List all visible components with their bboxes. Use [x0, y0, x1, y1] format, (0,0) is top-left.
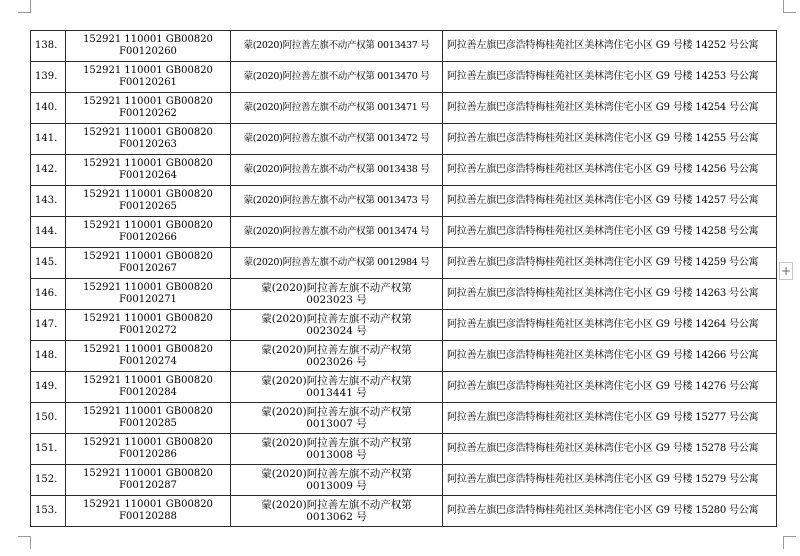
unit-code-line1: 152921 110001 GB00820	[83, 406, 213, 417]
row-number: 141.	[31, 124, 66, 155]
certificate-number-cell	[231, 62, 443, 93]
certificate-number-line1: 蒙(2020)阿拉善左旗不动产权第	[261, 344, 412, 356]
expand-plus-icon[interactable]: +	[780, 264, 792, 278]
certificate-number: 蒙(2020)阿拉善左旗不动产权第 0013437 号	[243, 40, 430, 51]
row-number: 148.	[31, 341, 66, 372]
certificate-number-line2: 0023023 号	[306, 294, 367, 306]
unit-code-line2: F00120288	[119, 511, 177, 522]
certificate-number-cell	[231, 217, 443, 248]
unit-code-cell	[66, 124, 231, 155]
unit-code-line1: 152921 110001 GB00820	[83, 34, 213, 45]
unit-code-line2: F00120261	[119, 77, 177, 88]
page-corner-mark-top-left	[18, 0, 31, 13]
certificate-number-cell	[231, 248, 443, 279]
page-corner-mark-bottom-right	[783, 536, 796, 549]
table-row	[31, 62, 777, 93]
unit-code-line2: F00120274	[119, 356, 177, 367]
unit-code-line1: 152921 110001 GB00820	[83, 96, 213, 107]
property-address-cell: 阿拉善左旗巴彦浩特梅桂苑社区美林湾住宅小区 G9 号楼 14256 号公寓	[443, 155, 777, 186]
unit-code-line1: 152921 110001 GB00820	[83, 375, 213, 386]
table-row	[31, 248, 777, 279]
unit-code-line2: F00120260	[119, 46, 177, 57]
row-number: 147.	[31, 310, 66, 341]
unit-code-line2: F00120272	[119, 325, 177, 336]
unit-code-line2: F00120271	[119, 294, 177, 305]
unit-code-cell	[66, 186, 231, 217]
unit-code-line1: 152921 110001 GB00820	[83, 313, 213, 324]
unit-code-line2: F00120262	[119, 108, 177, 119]
certificate-number-line1: 蒙(2020)阿拉善左旗不动产权第	[261, 313, 412, 325]
certificate-number-line2: 0013007 号	[306, 418, 367, 430]
page-corner-mark-top-right	[783, 0, 796, 13]
property-address-cell: 阿拉善左旗巴彦浩特梅桂苑社区美林湾住宅小区 G9 号楼 14264 号公寓	[443, 310, 777, 341]
certificate-number: 蒙(2020)阿拉善左旗不动产权第 0013471 号	[243, 102, 430, 113]
certificate-number-line1: 蒙(2020)阿拉善左旗不动产权第	[261, 406, 412, 418]
unit-code-line2: F00120264	[119, 170, 177, 181]
certificate-number-cell	[231, 186, 443, 217]
certificate-number: 蒙(2020)阿拉善左旗不动产权第 0013472 号	[243, 133, 430, 144]
certificate-number: 蒙(2020)阿拉善左旗不动产权第 0013470 号	[243, 71, 430, 82]
table-row	[31, 496, 777, 527]
row-number: 152.	[31, 465, 66, 496]
row-number: 140.	[31, 93, 66, 124]
property-address-cell: 阿拉善左旗巴彦浩特梅桂苑社区美林湾住宅小区 G9 号楼 14252 号公寓	[443, 31, 777, 62]
unit-code-line1: 152921 110001 GB00820	[83, 437, 213, 448]
table-body	[31, 31, 777, 527]
table-row	[31, 186, 777, 217]
unit-code-cell	[66, 403, 231, 434]
unit-code-line2: F00120287	[119, 480, 177, 491]
unit-code-cell	[66, 62, 231, 93]
table-row	[31, 124, 777, 155]
certificate-number-cell	[231, 403, 443, 434]
property-address-cell: 阿拉善左旗巴彦浩特梅桂苑社区美林湾住宅小区 G9 号楼 14255 号公寓	[443, 124, 777, 155]
row-number: 139.	[31, 62, 66, 93]
table-row	[31, 279, 777, 310]
property-address-cell: 阿拉善左旗巴彦浩特梅桂苑社区美林湾住宅小区 G9 号楼 15280 号公寓	[443, 496, 777, 527]
unit-code-line1: 152921 110001 GB00820	[83, 158, 213, 169]
unit-code-line1: 152921 110001 GB00820	[83, 220, 213, 231]
certificate-number-line2: 0013009 号	[306, 480, 367, 492]
property-address-cell: 阿拉善左旗巴彦浩特梅桂苑社区美林湾住宅小区 G9 号楼 15279 号公寓	[443, 465, 777, 496]
property-registration-table	[30, 30, 777, 527]
certificate-number-line1: 蒙(2020)阿拉善左旗不动产权第	[261, 468, 412, 480]
unit-code-line2: F00120284	[119, 387, 177, 398]
unit-code-cell	[66, 465, 231, 496]
row-number: 150.	[31, 403, 66, 434]
unit-code-cell	[66, 155, 231, 186]
table-row	[31, 217, 777, 248]
unit-code-line2: F00120286	[119, 449, 177, 460]
certificate-number-line1: 蒙(2020)阿拉善左旗不动产权第	[261, 282, 412, 294]
unit-code-line2: F00120263	[119, 139, 177, 150]
table-row	[31, 155, 777, 186]
certificate-number-line2: 0013062 号	[306, 511, 367, 523]
certificate-number-cell	[231, 496, 443, 527]
unit-code-line1: 152921 110001 GB00820	[83, 282, 213, 293]
unit-code-cell	[66, 341, 231, 372]
certificate-number-line2: 0013008 号	[306, 449, 367, 461]
certificate-number-line2: 0023026 号	[306, 356, 367, 368]
row-number: 145.	[31, 248, 66, 279]
row-number: 143.	[31, 186, 66, 217]
unit-code-line1: 152921 110001 GB00820	[83, 344, 213, 355]
certificate-number: 蒙(2020)阿拉善左旗不动产权第 0013438 号	[243, 164, 430, 175]
certificate-number-cell	[231, 434, 443, 465]
property-address-cell: 阿拉善左旗巴彦浩特梅桂苑社区美林湾住宅小区 G9 号楼 15278 号公寓	[443, 434, 777, 465]
certificate-number-cell	[231, 124, 443, 155]
certificate-number-cell	[231, 341, 443, 372]
unit-code-cell	[66, 310, 231, 341]
unit-code-cell	[66, 217, 231, 248]
row-number: 149.	[31, 372, 66, 403]
unit-code-line1: 152921 110001 GB00820	[83, 468, 213, 479]
certificate-number-cell	[231, 310, 443, 341]
certificate-number-cell	[231, 31, 443, 62]
unit-code-line2: F00120285	[119, 418, 177, 429]
unit-code-line2: F00120266	[119, 232, 177, 243]
certificate-number-cell	[231, 372, 443, 403]
property-address-cell: 阿拉善左旗巴彦浩特梅桂苑社区美林湾住宅小区 G9 号楼 14276 号公寓	[443, 372, 777, 403]
unit-code-cell	[66, 496, 231, 527]
certificate-number: 蒙(2020)阿拉善左旗不动产权第 0012984 号	[243, 257, 430, 268]
property-address-cell: 阿拉善左旗巴彦浩特梅桂苑社区美林湾住宅小区 G9 号楼 14253 号公寓	[443, 62, 777, 93]
row-number: 142.	[31, 155, 66, 186]
certificate-number-line2: 0013441 号	[306, 387, 367, 399]
row-number: 153.	[31, 496, 66, 527]
property-address-cell: 阿拉善左旗巴彦浩特梅桂苑社区美林湾住宅小区 G9 号楼 14263 号公寓	[443, 279, 777, 310]
unit-code-line1: 152921 110001 GB00820	[83, 251, 213, 262]
table-row	[31, 434, 777, 465]
unit-code-cell	[66, 31, 231, 62]
certificate-number-line1: 蒙(2020)阿拉善左旗不动产权第	[261, 375, 412, 387]
certificate-number-cell	[231, 279, 443, 310]
unit-code-line1: 152921 110001 GB00820	[83, 65, 213, 76]
table-row	[31, 31, 777, 62]
unit-code-cell	[66, 248, 231, 279]
certificate-number-cell	[231, 465, 443, 496]
property-address-cell: 阿拉善左旗巴彦浩特梅桂苑社区美林湾住宅小区 G9 号楼 14266 号公寓	[443, 341, 777, 372]
unit-code-line2: F00120267	[119, 263, 177, 274]
page-corner-mark-bottom-left	[18, 536, 31, 549]
row-number: 151.	[31, 434, 66, 465]
certificate-number: 蒙(2020)阿拉善左旗不动产权第 0013474 号	[243, 226, 430, 237]
property-address-cell: 阿拉善左旗巴彦浩特梅桂苑社区美林湾住宅小区 G9 号楼 14254 号公寓	[443, 93, 777, 124]
property-address-cell: 阿拉善左旗巴彦浩特梅桂苑社区美林湾住宅小区 G9 号楼 14259 号公寓	[443, 248, 777, 279]
table-row	[31, 372, 777, 403]
unit-code-line2: F00120265	[119, 201, 177, 212]
certificate-number-line1: 蒙(2020)阿拉善左旗不动产权第	[261, 437, 412, 449]
certificate-number-cell	[231, 93, 443, 124]
property-address-cell: 阿拉善左旗巴彦浩特梅桂苑社区美林湾住宅小区 G9 号楼 14258 号公寓	[443, 217, 777, 248]
unit-code-line1: 152921 110001 GB00820	[83, 189, 213, 200]
row-number: 144.	[31, 217, 66, 248]
certificate-number-line1: 蒙(2020)阿拉善左旗不动产权第	[261, 499, 412, 511]
certificate-number: 蒙(2020)阿拉善左旗不动产权第 0013473 号	[243, 195, 430, 206]
property-address-cell: 阿拉善左旗巴彦浩特梅桂苑社区美林湾住宅小区 G9 号楼 15277 号公寓	[443, 403, 777, 434]
table-row	[31, 403, 777, 434]
certificate-number-line2: 0023024 号	[306, 325, 367, 337]
row-number: 138.	[31, 31, 66, 62]
table-row	[31, 465, 777, 496]
unit-code-line1: 152921 110001 GB00820	[83, 499, 213, 510]
unit-code-cell	[66, 279, 231, 310]
table-row	[31, 341, 777, 372]
table-row	[31, 93, 777, 124]
unit-code-cell	[66, 434, 231, 465]
unit-code-cell	[66, 372, 231, 403]
row-number: 146.	[31, 279, 66, 310]
property-address-cell: 阿拉善左旗巴彦浩特梅桂苑社区美林湾住宅小区 G9 号楼 14257 号公寓	[443, 186, 777, 217]
certificate-number-cell	[231, 155, 443, 186]
table-row	[31, 310, 777, 341]
unit-code-cell	[66, 93, 231, 124]
unit-code-line1: 152921 110001 GB00820	[83, 127, 213, 138]
